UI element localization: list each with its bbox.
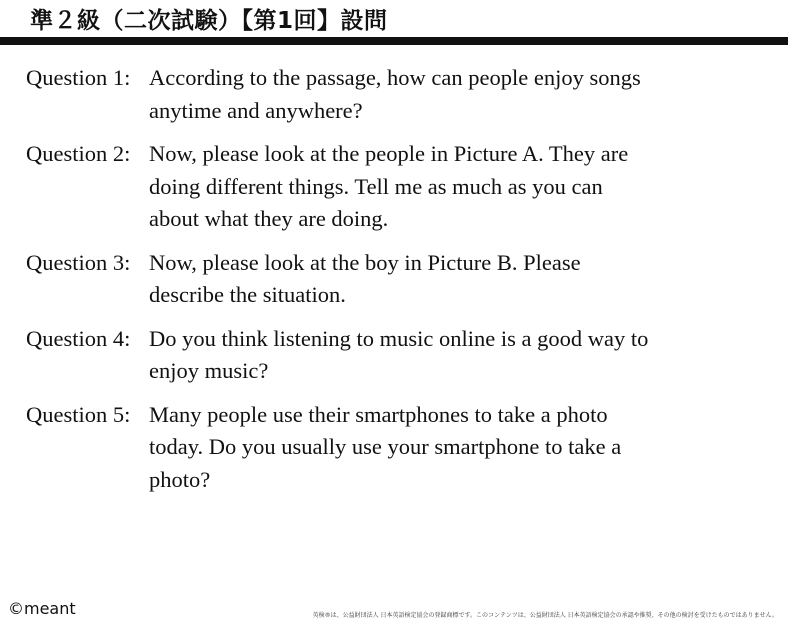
question-text-line: enjoy music? — [149, 358, 269, 383]
question-text-line: photo? — [149, 466, 211, 492]
question-text-line: Many people use their smartphones to take a photo — [149, 401, 608, 427]
question-label: Question 1: — [26, 65, 131, 90]
copyright-notice: ©meant — [8, 599, 76, 618]
question-2 — [26, 138, 766, 236]
question-text-line: about what they are doing. — [149, 206, 389, 231]
question-4 — [26, 323, 766, 388]
question-label: Question 4: — [26, 325, 131, 351]
question-text-line: According to the passage, how can people enjoy songs — [149, 65, 641, 90]
page-title: 準２級（二次試験）【第1回】設問 — [30, 8, 388, 34]
question-label: Question 2: — [26, 141, 131, 166]
question-text — [149, 323, 766, 388]
question-text-line: Do you think listening to music online is a good way to — [149, 325, 649, 351]
question-label: Question 3: — [26, 249, 131, 275]
question-text — [149, 399, 766, 497]
question-label: Question 5: — [26, 401, 131, 427]
question-text-line: doing different things. Tell me as much as you can — [149, 173, 603, 199]
question-text-line: anytime and anywhere? — [149, 97, 363, 123]
question-text-line: Now, please look at the boy in Picture B. Please — [149, 249, 581, 275]
question-1 — [26, 62, 766, 127]
question-text-line: Now, please look at the people in Picture A. They are — [149, 141, 629, 166]
question-text — [149, 138, 766, 236]
question-text-line: describe the situation. — [149, 282, 346, 307]
question-text — [149, 62, 766, 127]
question-text — [149, 247, 766, 312]
question-list — [26, 62, 766, 507]
question-5 — [26, 399, 766, 497]
header-divider — [0, 37, 788, 45]
trademark-disclaimer: 英検®は、公益財団法人 日本英語検定協会の登録商標です。このコンテンツは、公益財団法人 日本英語検定協会の承認や推奨、その他の検討を受けたものではありません。 — [312, 612, 778, 619]
question-text-line: today. Do you usually use your smartphone to take a — [149, 434, 622, 459]
question-3 — [26, 247, 766, 312]
